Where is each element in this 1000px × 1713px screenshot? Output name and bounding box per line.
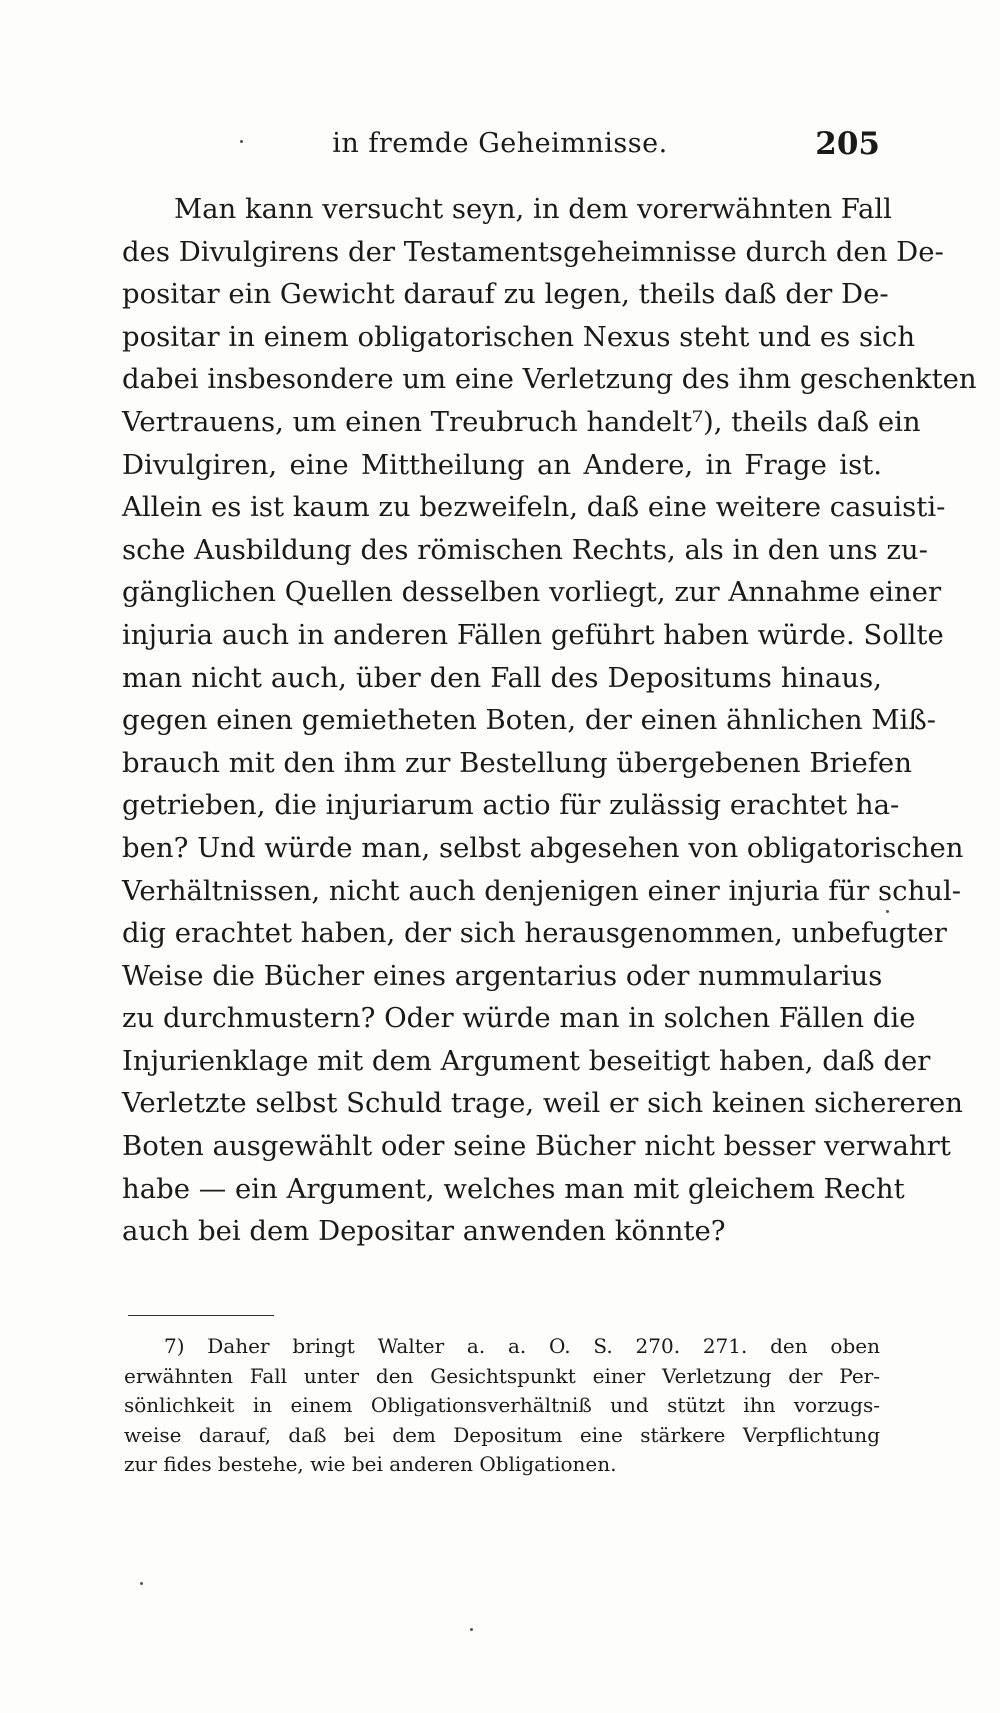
text-line: injuria auch in anderen Fällen geführt haben würde. Sollte (122, 618, 944, 651)
paper-speck (470, 1628, 473, 1631)
text-line: Man kann versucht seyn, in dem vorerwähnten Fall (174, 193, 892, 225)
footnote-line: 7) Daher bringt Walter a. a. O. S. 270. 271. den oben (164, 1334, 880, 1358)
running-head (120, 128, 880, 168)
text-line: Allein es ist kaum zu bezweifeln, daß eine weitere casuisti- (122, 491, 946, 524)
text-line: Verhältnissen, nicht auch denjenigen einer injuria für schul- (122, 874, 962, 907)
text-line: zu durchmustern? Oder würde man in solchen Fällen die (122, 1002, 916, 1035)
text-line: Injurienklage mit dem Argument beseitigt haben, daß der (122, 1044, 931, 1077)
text-line: Vertrauens, um einen Treubruch handelt⁷), theils daß ein (122, 405, 921, 438)
paper-speck (240, 140, 243, 143)
text-line: ben? Und würde man, selbst abgesehen von obligatorischen (122, 831, 964, 864)
text-line: getrieben, die injuriarum actio für zulässig erachtet ha- (122, 789, 900, 822)
text-line: Boten ausgewählt oder seine Bücher nicht besser verwahrt (122, 1130, 951, 1163)
text-line: Verletzte selbst Schuld trage, weil er sich keinen sichereren (122, 1087, 963, 1120)
text-line: brauch mit den ihm zur Bestellung übergebenen Briefen (122, 746, 912, 779)
text-line: habe — ein Argument, welches man mit gleichem Recht (122, 1172, 905, 1205)
page-number: 205 (815, 126, 880, 162)
footnote-line: erwähnten Fall unter den Gesichtspunkt einer Verletzung der Per- (124, 1363, 880, 1388)
footnote-separator (128, 1315, 274, 1316)
text-line: dabei insbesondere um eine Verletzung des ihm geschenkten (122, 363, 977, 396)
paper-speck (886, 910, 889, 913)
footnote (124, 1332, 880, 1480)
paper-speck (140, 1582, 143, 1585)
text-line: Divulgiren, eine Mittheilung an Andere, in Frage ist. (122, 448, 882, 481)
text-line: des Divulgirens der Testamentsgeheimnisse durch den De- (122, 235, 944, 268)
text-line: Weise die Bücher eines argentarius oder nummularius (122, 959, 883, 992)
text-line: gegen einen gemietheten Boten, der einen ähnlichen Miß- (122, 704, 936, 737)
text-line: positar ein Gewicht darauf zu legen, theils daß der De- (122, 278, 889, 311)
text-line: auch bei dem Depositar anwenden könnte? (122, 1215, 726, 1248)
text-line: positar in einem obligatorischen Nexus steht und es sich (122, 320, 916, 353)
footnote-line: sönlichkeit in einem Obligationsverhältniß und stützt ihn vorzugs- (124, 1393, 880, 1417)
text-line: gänglichen Quellen desselben vorliegt, zur Annahme einer (122, 576, 942, 609)
running-head-title: in fremde Geheimnisse. (332, 128, 668, 159)
text-line: sche Ausbildung des römischen Rechts, als in den uns zu- (122, 533, 928, 566)
body-text (122, 188, 977, 1253)
footnote-line: zur fides bestehe, wie bei anderen Obligationen. (124, 1452, 617, 1476)
text-line: man nicht auch, über den Fall des Depositums hinaus, (122, 661, 882, 694)
footnote-line: weise darauf, daß bei dem Depositum eine stärkere Verpflichtung (124, 1422, 880, 1447)
text-line: dig erachtet haben, der sich herausgenommen, unbefugter (122, 917, 947, 950)
